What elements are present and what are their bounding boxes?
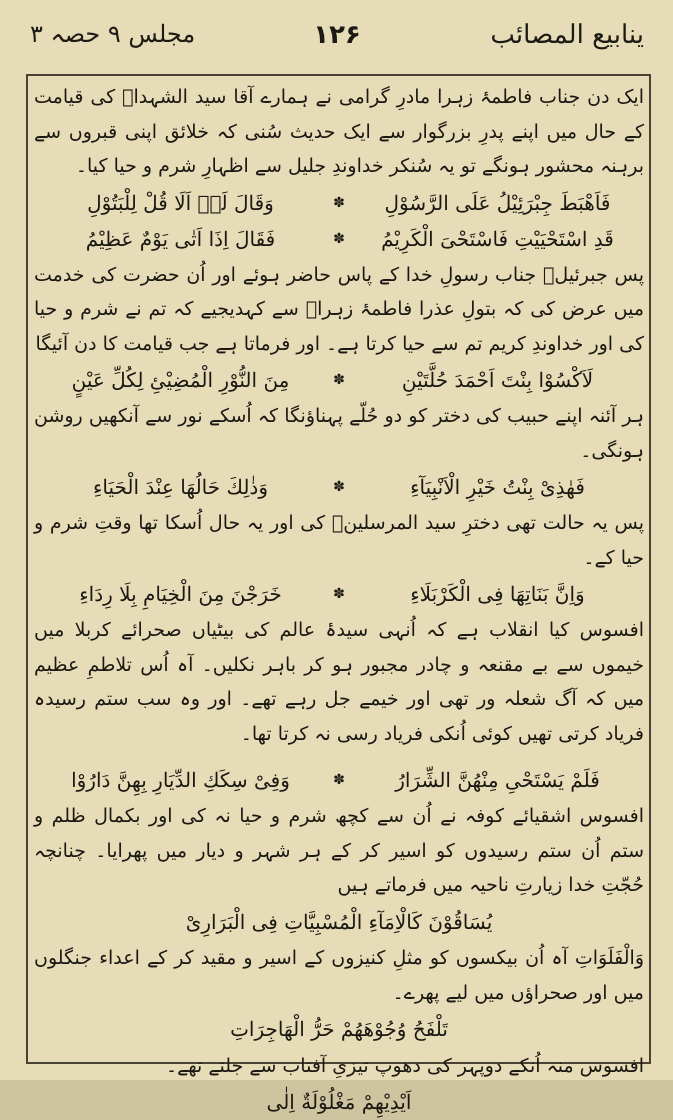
verse-couplet [34,186,644,220]
verse-couplet [34,470,644,504]
verse-hemistich: فَاَهْبَطَ جِبْرَئِیْلُ عَلَی الرَّسُوْلِ [384,190,611,215]
verse-separator: ✽ [333,230,345,247]
verse-hemistich: وَقَالَ لَہٗ اَلَا قُلْ لِلْبَتُوْلِ [87,190,274,215]
verse-hemistich: فَقَالَ اِذَا اَتٰی یَوْمٌ عَظِیْمُ [85,226,276,251]
verse-separator: ✽ [333,586,345,602]
verse-hemistich: وَاِنَّ بَنَاتِهَا فِی الْکَرْبَلَاءِ [410,582,585,606]
page-header [22,18,652,60]
verse-hemistich: فَهٰذِیْ بِنْتُ خَیْرِ الْاَنْبِیَآءِ [410,475,585,499]
verse-hemistich: وَذٰلِكَ حَالُهَا عِنْدَ الْحَیَاءِ [92,475,268,499]
arabic-quote: تَلْفَحُ وُجُوْهَهُمْ حَرُّ الْهَاجِرَاتِ [230,1017,448,1041]
verse-hemistich: مِنَ النُّوْرِ الْمُضِیْئِ لِکُلِّ عَیْنٍ [71,368,290,392]
arabic-inline: وَالْفَلَوَاتِ [574,947,645,969]
page-number: ۱۲۶ [313,20,361,50]
verse-hemistich: قَدِ اسْتَحْیَیْتِ فَاسْتَحْیَ الْکَرِیْمُ [381,226,614,251]
verse-separator: ✽ [333,194,345,211]
verse-separator: ✽ [333,772,345,788]
arabic-quote: اَیْدِیْهِمْ مَغْلُوْلَةٌ اِلٰی [266,1090,412,1114]
section-label: مجلس ۹ حصہ ۳ [30,20,196,48]
paragraph-7 [34,941,644,1010]
verse-hemistich: فَلَمْ یَسْتَحْیِ مِنْهُنَّ الشِّرَارُ [395,768,600,792]
spacer [34,751,644,761]
verse-hemistich: خَرَجْنَ مِنَ الْخِیَامِ بِلَا رِدَاءِ [79,582,282,606]
paragraph-6: افسوس اشقیائے کوفہ نے اُن سے کچھ شرم و حیا نہ کی اور بکمال ظلم و ستم اُن ستم رسیدوں کو اسیر کر کے ہر شہر و دیار میں پھرایا۔ چنانچہ حُجّتِ خدا زیارتِ ناحیہ میں فرماتے ہیں [34,805,644,896]
verse-couplet [34,577,644,611]
verse-couplet [34,222,644,256]
paragraph-7-text: آہ اُن بیکسوں کو مثلِ کنیزوں کے اسیر و مقید کر کے اعداء جنگلوں میں اور صحراؤں میں لیے پھرے۔ [34,947,644,1004]
verse-couplet [34,763,644,797]
paragraph-8: افسوس منہ اُنکے دوپہر کی دھوپ تیزیِ آفتاب سے جلتے تھے۔ [166,1054,644,1077]
verse-separator: ✽ [333,479,345,495]
verse-hemistich: لَاَکْسُوْا بِنْتَ اَحْمَدَ حُلَّتَیْنِ [401,368,594,392]
book-title: ینابیع المصائب [490,20,644,50]
arabic-quote: یُسَاقُوْنَ کَالْاِمَآءِ الْمُسْبِیَّاتِ فِی الْبَرَارِیْ [185,909,493,934]
paragraph-3: ہر آئنہ اپنے حبیب کی دختر کو دو حُلّے پہناؤنگا کہ اُسکے نور سے آنکھیں روشن ہونگی۔ [34,405,644,462]
verse-separator: ✽ [333,372,345,388]
page-body [34,80,645,1114]
paragraph-2: پس جبرئیلؑ جناب رسولِ خدا کے پاس حاضر ہوئے اور اُن حضرت کی خدمت میں عرض کی کہ بتولِ عذرا فاطمۂ زہراؑ سے کہدیجیے کہ تم نے شرم و حیا کی اور خداوندِ کریم تم سے حیا کرتا ہے۔ اور فرماتا ہے جب قیامت کا دن آئیگا [34,263,644,355]
verse-couplet [34,363,644,397]
paragraph-1: ایک دن جناب فاطمۂ زہرا مادرِ گرامی نے ہمارے آقا سید الشہداؑ کی قیامت کے حال میں اپنے پدرِ بزرگوار سے ایک حدیث سُنی کہ خلائق اپنی قبروں سے برہنہ محشور ہونگے تو یہ سُنکر خداوندِ جلیل سے اظہارِ شرم و حیا کیا۔ [34,86,644,177]
verse-hemistich: وَفِیْ سِکَكِ الدِّیَارِ بِهِنَّ دَارُوْا [71,768,290,792]
paragraph-5: افسوس کیا انقلاب ہے کہ اُنہی سیدۂ عالم کی بیٹیاں صحرائے کربلا میں خیموں سے بے مقنعہ و چادر مجبور ہو کر باہر نکلیں۔ آہ اُس تلاطمِ عظیم میں کہ آگ شعلہ ور تھی اور خیمے جل رہے تھے۔ اور وہ سب ستم رسیدہ فریاد کرتی تھیں کوئی اُنکی فریاد رسی نہ کرتا تھا۔ [34,619,644,745]
paragraph-4: پس یہ حالت تھی دخترِ سید المرسلینؐ کی اور یہ حال اُسکا تھا وقتِ شرم و حیا کے۔ [34,512,644,569]
